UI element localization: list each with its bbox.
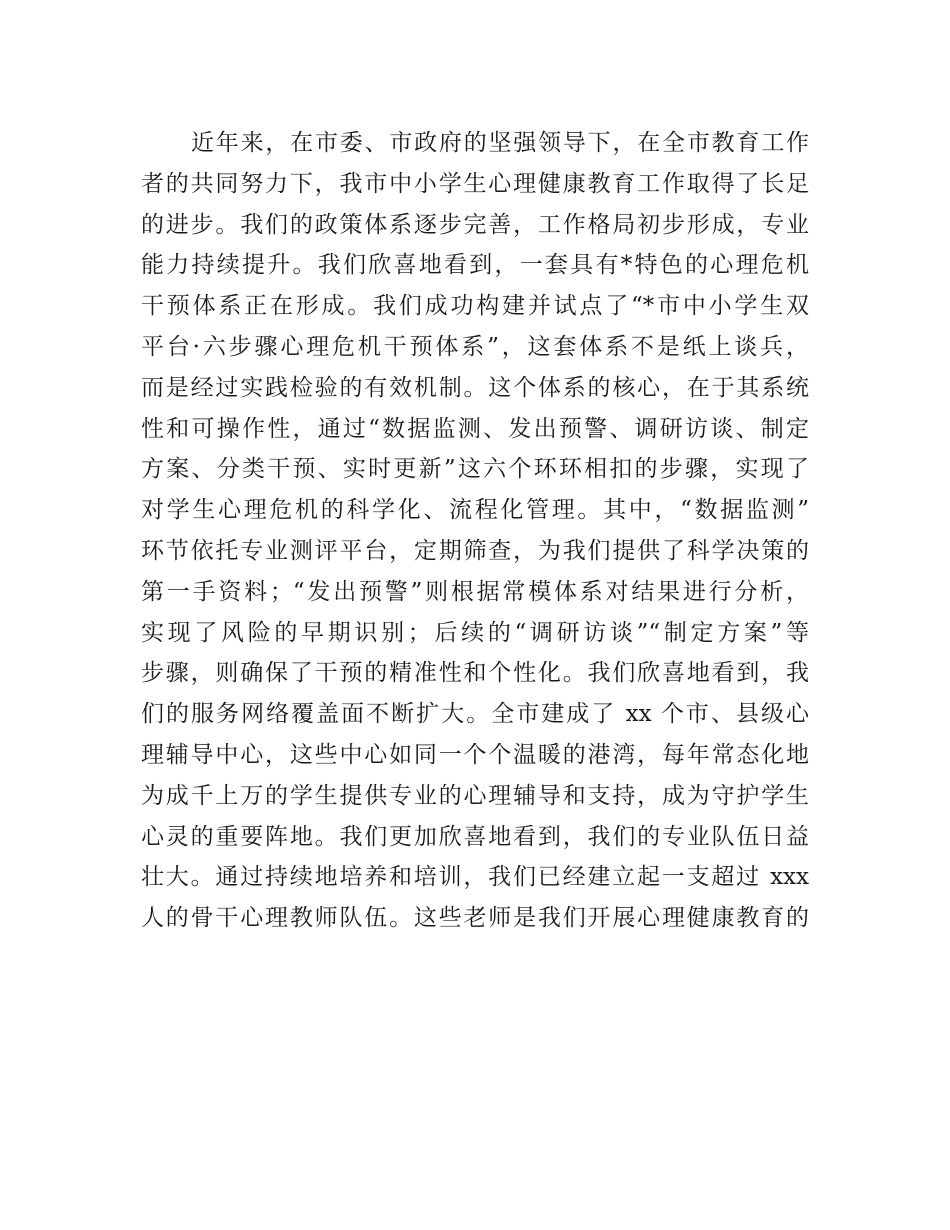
text-line: 而是经过实践检验的有效机制。这个体系的核心，在于其系统 bbox=[141, 374, 809, 401]
text-line: 性和可操作性，通过“数据监测、发出预警、调研访谈、制定 bbox=[141, 415, 809, 442]
text-line: 们的服务网络覆盖面不断扩大。全市建成了 xx 个市、县级心 bbox=[141, 701, 809, 728]
text-line: 方案、分类干预、实时更新”这六个环环相扣的步骤，实现了 bbox=[141, 456, 809, 483]
text-line: 人的骨干心理教师队伍。这些老师是我们开展心理健康教育的 bbox=[141, 905, 809, 932]
text-line: 的进步。我们的政策体系逐步完善，工作格局初步形成，专业 bbox=[141, 211, 809, 238]
text-line: 理辅导中心，这些中心如同一个个温暖的港湾，每年常态化地 bbox=[141, 741, 809, 768]
text-line: 第一手资料；“发出预警”则根据常模体系对结果进行分析， bbox=[141, 578, 809, 605]
text-line: 者的共同努力下，我市中小学生心理健康教育工作取得了长足 bbox=[141, 170, 809, 197]
text-line: 为成千上万的学生提供专业的心理辅导和支持，成为守护学生 bbox=[141, 782, 809, 809]
text-line: 对学生心理危机的科学化、流程化管理。其中，“数据监测” bbox=[141, 497, 809, 524]
text-line: 步骤，则确保了干预的精准性和个性化。我们欣喜地看到，我 bbox=[141, 660, 809, 687]
text-line: 环节依托专业测评平台，定期筛查，为我们提供了科学决策的 bbox=[141, 537, 809, 564]
text-line: 近年来，在市委、市政府的坚强领导下，在全市教育工作 bbox=[191, 130, 809, 156]
text-line: 干预体系正在形成。我们成功构建并试点了“*市中小学生双 bbox=[141, 293, 809, 320]
text-line: 实现了风险的早期识别；后续的“调研访谈”“制定方案”等 bbox=[141, 619, 809, 646]
text-line: 平台·六步骤心理危机干预体系”，这套体系不是纸上谈兵， bbox=[141, 333, 809, 360]
text-line: 壮大。通过持续地培养和培训，我们已经建立起一支超过 xxx bbox=[141, 864, 809, 891]
body-paragraph bbox=[141, 123, 809, 939]
text-line: 能力持续提升。我们欣喜地看到，一套具有*特色的心理危机 bbox=[141, 252, 809, 279]
text-line: 心灵的重要阵地。我们更加欣喜地看到，我们的专业队伍日益 bbox=[141, 823, 809, 850]
